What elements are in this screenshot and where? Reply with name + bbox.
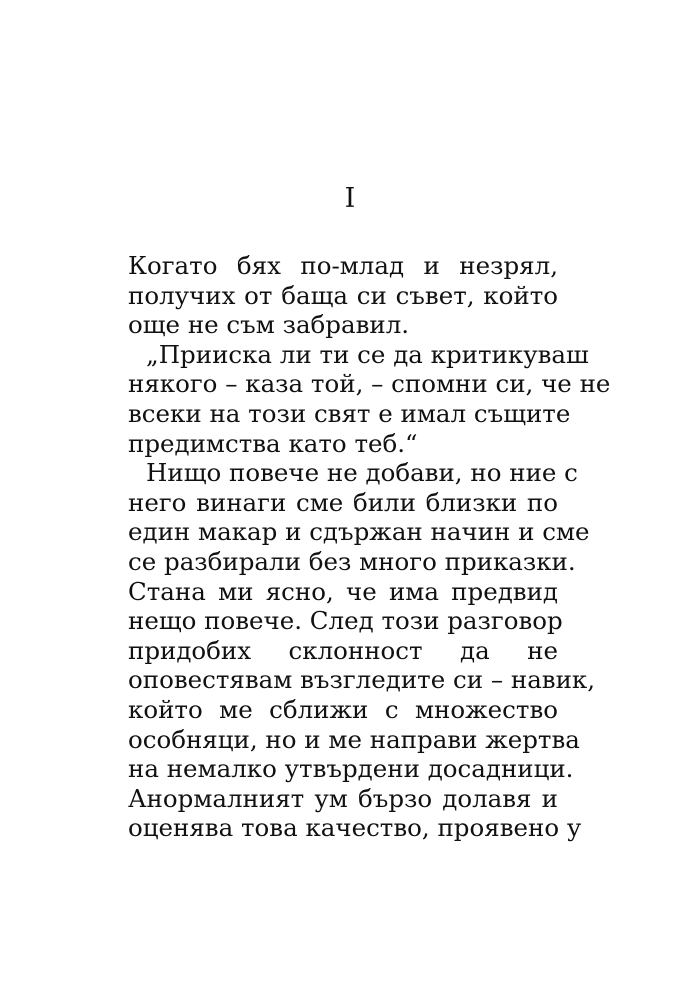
paragraph-line: Анормалният ум бързо долавя и — [128, 783, 558, 813]
paragraph-line: оповестявам възгледите си – навик, — [128, 665, 596, 695]
paragraph-line: нещо повече. След този разговор — [128, 606, 563, 636]
paragraph-line: още не съм забравил. — [128, 310, 410, 340]
paragraph-line: придобих склонност да не — [128, 635, 558, 665]
paragraph-line: Стана ми ясно, че има предвид — [128, 576, 558, 606]
paragraph-line: който ме сближи с множество — [128, 694, 558, 724]
paragraph-line: оценява това качество, проявено у — [128, 813, 582, 843]
paragraph-line: „Прииска ли ти се да критикуваш — [146, 339, 589, 369]
paragraph-line: Когато бях по-млад и незрял, — [128, 251, 558, 280]
body-text — [128, 251, 611, 843]
paragraph-line: на немалко утвърдени досадници. — [128, 754, 574, 784]
paragraph-line: предимства като теб.“ — [128, 428, 418, 458]
paragraph-line: някого – каза той, – спомни си, че не — [128, 369, 611, 399]
paragraph-line: особняци, но и ме направи жертва — [128, 724, 580, 754]
paragraph-line: един макар и сдържан начин и сме — [128, 517, 590, 547]
paragraph-line: него винаги сме били близки по — [128, 487, 558, 517]
paragraph-line: получих от баща си съвет, който — [128, 280, 558, 310]
paragraph-line: Нищо повече не добави, но ние с — [146, 458, 578, 488]
chapter-number: I — [344, 183, 356, 214]
paragraph-line: всеки на този свят е имал същите — [128, 398, 571, 428]
paragraph-line: се разбирали без много приказки. — [128, 546, 576, 576]
